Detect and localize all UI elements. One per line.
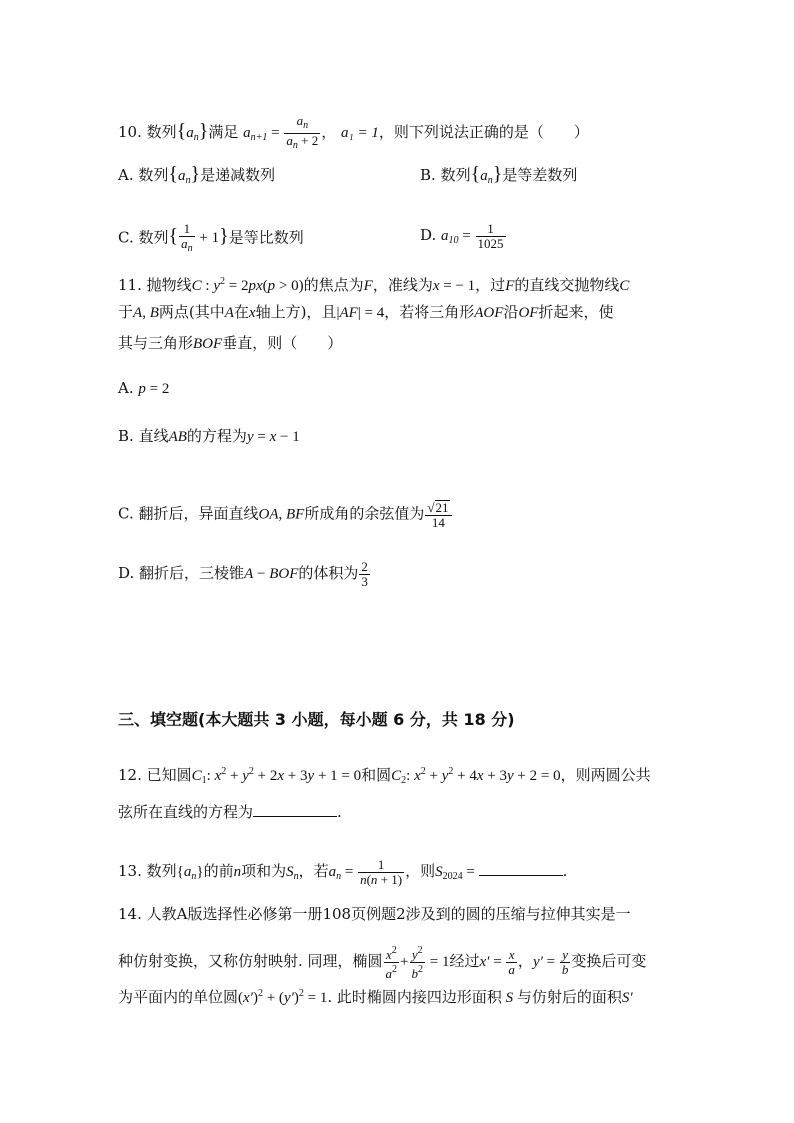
q12-line2: 弦所在直线的方程为 . — [118, 803, 342, 821]
q10-option-b: B. 数列$\{a_n\}$是等差数列 — [420, 163, 578, 186]
q10-option-c: C. 数列{ $\frac{1}{a_n}$ + 1}是等比数列 — [118, 221, 304, 254]
q14-line2: 种仿射变换，又称仿射映射. 同理，椭圆 $\frac{x^2}{a^2}$ + $\frac{y^2}{b^2}$ = 1经过x′ = $\frac{x}{a}$ ，y′ = $\frac{y}{b}$ 变换后可变 — [118, 945, 647, 981]
q11-stem-line1: 11. 抛物线C : $y^2 = 2px(p > 0)$的焦点为F，准线为x = − 1，过F的直线交抛物线C — [118, 276, 630, 294]
q14-line3: 为平面内的单位圆$(x')^2 + (y')^2 = 1$. 此时椭圆内接四边形面积 S 与仿射后的面积S′ — [118, 988, 633, 1006]
answer-blank[interactable] — [479, 861, 563, 876]
formula-recurrence: $a_{n+1}$ = $\frac{a_n}{a_n + 2}$ — [243, 113, 319, 151]
q12-line1: 12. 已知圆$C_1$: $x^2 + y^2 + 2x + 3y + 1 = 0$和圆$C_2$: $x^2 + y^2 + 4x + 3y + 2 = 0$，则两圆公共 — [118, 766, 651, 786]
q11-option-c: C. 翻折后，异面直线OA, BF所成角的余弦值为 $\frac{√21}{14}$ — [118, 500, 453, 530]
answer-blank[interactable] — [253, 802, 337, 817]
q11-option-d: D. 翻折后，三棱锥A − BOF的体积为 $\frac{2}{3}$ — [118, 559, 368, 589]
formula-a1: a₁ = 1 — [341, 124, 379, 141]
q13-line: 13. 数列$\{a_n\}$的前n项和为$S_n$，若$a_n$ = $\frac{1}{n(n + 1)}$ ，则$S_{2024}$ = . — [118, 857, 568, 887]
q11-stem-line2: 于A, B两点(其中A在x轴上方)，且|AF| = 4，若将三角形AOF沿OF折起来，使 — [118, 303, 614, 321]
section-heading: 三、填空题(本大题共 3 小题，每小题 6 分，共 18 分) — [118, 710, 515, 729]
q11-option-b: B. 直线AB的方程为y = x − 1 — [118, 427, 300, 445]
q11-stem-line3: 其与三角形BOF垂直，则（ ） — [118, 334, 343, 352]
q10-option-a: A. 数列$\{a_n\}$是递减数列 — [118, 163, 276, 186]
q14-line1: 14. 人教A版选择性必修第一册108页例题2涉及到的圆的压缩与拉伸其实是一 — [118, 905, 631, 923]
q10-stem: 10. 数列$\{a_n\}$满足 $a_{n+1}$ = $\frac{a_n}{a_n + 2}$ ， a₁ = 1，则下列说法正确的是（ ） — [118, 113, 589, 151]
formula-an-set: $\{a_n\}$ — [176, 119, 209, 143]
q11-option-a: A. p = 2 — [118, 379, 170, 397]
q10-option-d: D. $a_{10}$ = $\frac{1}{1025}$ — [420, 221, 504, 251]
